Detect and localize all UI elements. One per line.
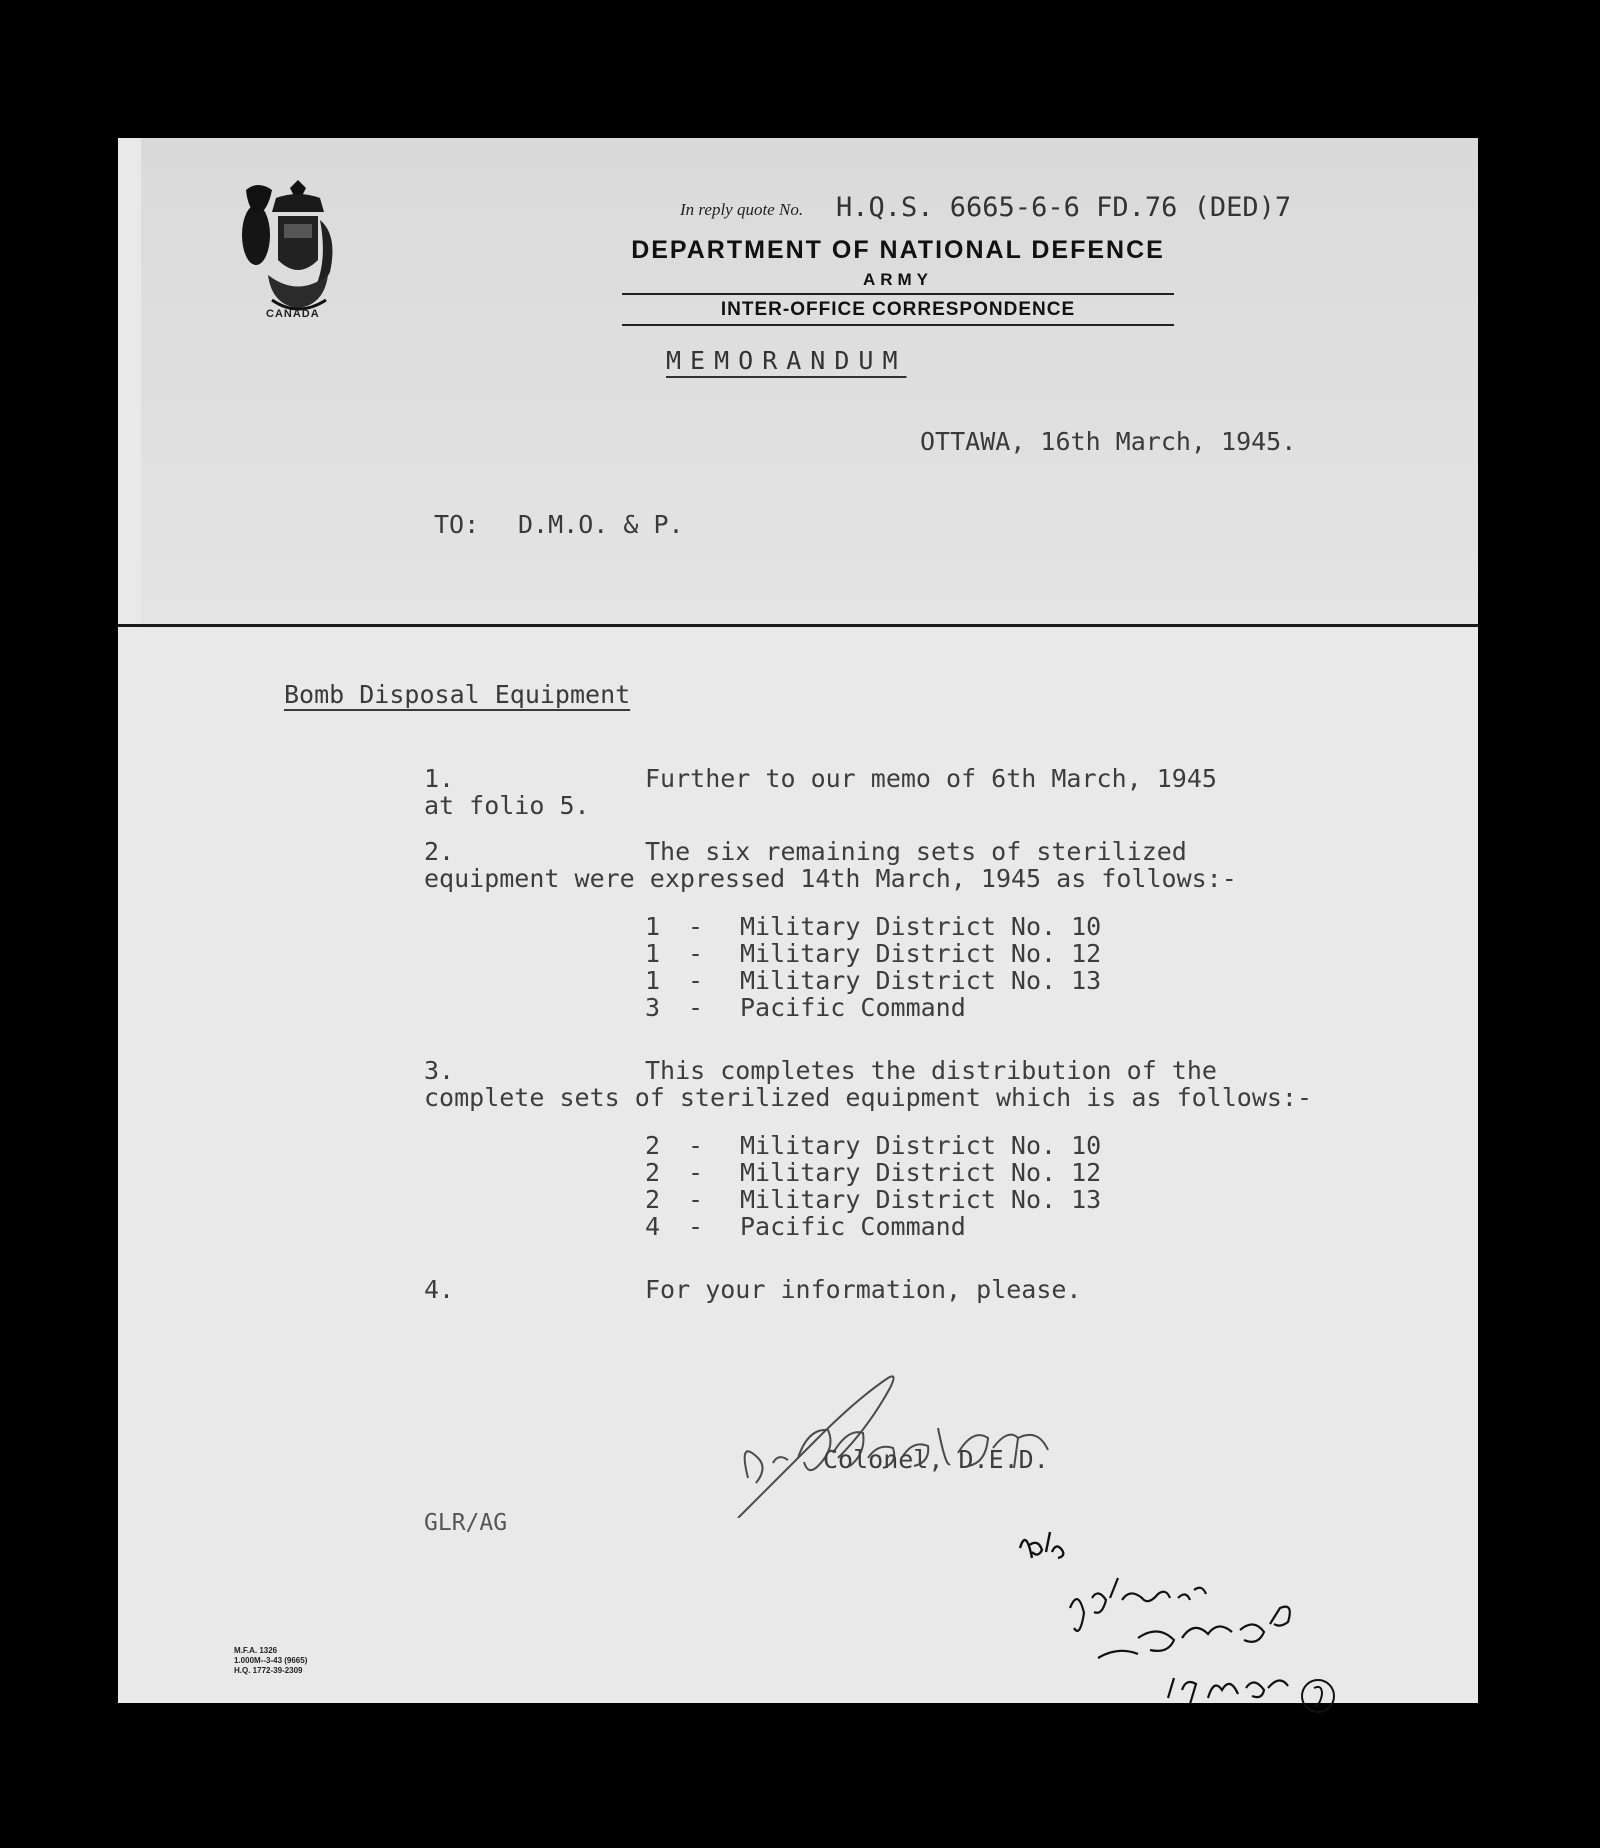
list-item-unit: Military District No. 10: [740, 912, 1102, 941]
list-item-dash: -: [688, 1212, 704, 1241]
branch-title: ARMY: [862, 270, 934, 289]
memo-heading: MEMORANDUM: [666, 346, 907, 375]
list-item-qty: 1: [645, 966, 661, 995]
paragraph-continuation: at folio 5.: [424, 791, 590, 820]
paragraph-number: 4.: [424, 1275, 455, 1304]
subject-line: Bomb Disposal Equipment: [284, 680, 631, 709]
paragraph-continuation: complete sets of sterilized equipment which is as follows:-: [424, 1083, 1313, 1112]
list-item-qty: 1: [645, 912, 661, 941]
department-title: DEPARTMENT OF NATIONAL DEFENCE: [631, 236, 1165, 264]
list-item-unit: Military District No. 13: [740, 1185, 1102, 1214]
paragraph-continuation: equipment were expressed 14th March, 1945 as follows:-: [424, 864, 1237, 893]
list-item-unit: Military District No. 12: [740, 1158, 1102, 1187]
list-item-qty: 4: [645, 1212, 661, 1241]
divider-rule: [118, 624, 1478, 627]
list-item-unit: Military District No. 12: [740, 939, 1102, 968]
paragraph-text: For your information, please.: [645, 1275, 1082, 1304]
to-label: TO:: [434, 510, 480, 539]
list-item-dash: -: [688, 966, 704, 995]
list-item-unit: Pacific Command: [740, 993, 966, 1022]
list-item-dash: -: [688, 993, 704, 1022]
list-item-qty: 1: [645, 939, 661, 968]
list-item-qty: 3: [645, 993, 661, 1022]
paragraph-text: Further to our memo of 6th March, 1945: [645, 764, 1217, 793]
form-number: M.F.A. 1326: [234, 1646, 278, 1655]
paragraph-number: 2.: [424, 837, 455, 866]
memo-sheet: [118, 138, 1478, 1703]
to-recipient: D.M.O. & P.: [518, 510, 684, 539]
place-date: OTTAWA, 16th March, 1945.: [920, 427, 1297, 456]
list-item-unit: Military District No. 13: [740, 966, 1102, 995]
list-item-qty: 2: [645, 1185, 661, 1214]
paragraph-number: 3.: [424, 1056, 455, 1085]
reply-quote-label: In reply quote No.: [680, 200, 804, 219]
form-number: H.Q. 1772-39-2309: [234, 1666, 303, 1675]
list-item-dash: -: [688, 1158, 704, 1187]
list-item-qty: 2: [645, 1158, 661, 1187]
crest-label: CANADA: [266, 308, 320, 320]
coat-of-arms-icon: [228, 180, 353, 320]
paragraph-number: 1.: [424, 764, 455, 793]
list-item-dash: -: [688, 912, 704, 941]
list-item-dash: -: [688, 939, 704, 968]
paragraph-text: The six remaining sets of sterilized: [645, 837, 1187, 866]
reference-initials: GLR/AG: [424, 1510, 508, 1536]
list-item-unit: Pacific Command: [740, 1212, 966, 1241]
list-item-unit: Military District No. 10: [740, 1131, 1102, 1160]
reply-reference-number: H.Q.S. 6665-6-6 FD.76 (DED)7: [836, 192, 1292, 223]
correspondence-type: INTER-OFFICE CORRESPONDENCE: [622, 293, 1174, 326]
form-number: 1.000M--3-43 (9665): [234, 1656, 308, 1665]
list-item-qty: 2: [645, 1131, 661, 1160]
signature-title: Colonel, D.E.D.: [823, 1445, 1049, 1474]
list-item-dash: -: [688, 1131, 704, 1160]
handwritten-signature: [718, 1358, 1078, 1518]
paragraph-text: This completes the distribution of the: [645, 1056, 1217, 1085]
handwritten-note: [1018, 1528, 1348, 1718]
list-item-dash: -: [688, 1185, 704, 1214]
